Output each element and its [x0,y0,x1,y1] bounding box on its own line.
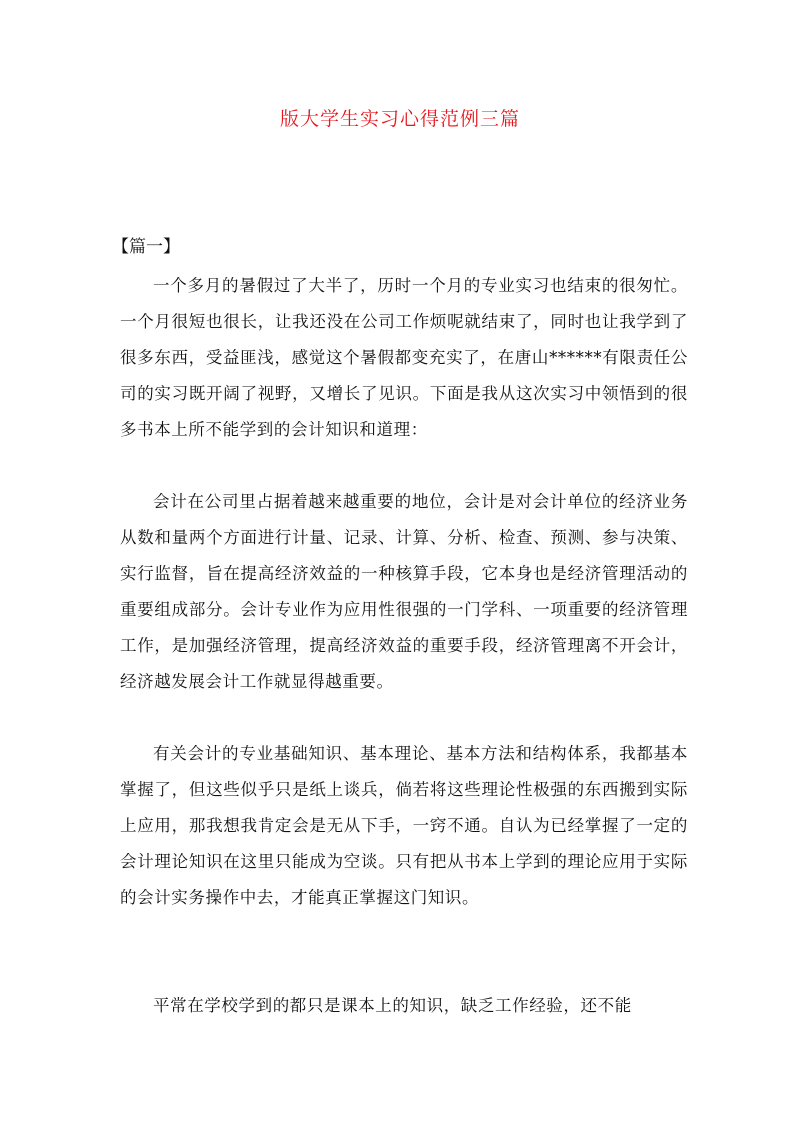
paragraph-1: 一个多月的暑假过了大半了，历时一个月的专业实习也结束的很匆忙。一个月很短也很长，让我还没在公司工作烦呢就结束了，同时也让我学到了很多东西，受益匪浅，感觉这个暑假都变充实了，在唐山******有限责任公司的实习既开阔了视野，又增长了见识。下面是我从这次实习中领悟到的很多书本上所不能学到的会计知识和道理： [120,276,688,439]
paragraph-2: 会计在公司里占据着越来越重要的地位，会计是对会计单位的经济业务从数和量两个方面进行计量、记录、计算、分析、检查、预测、参与决策、实行监督，旨在提高经济效益的一种核算手段，它本身也是经济管理活动的重要组成部分。会计专业作为应用性很强的一门学科、一项重要的经济管理工作，是加强经济管理，提高经济效益的重要手段，经济管理离不开会计，经济越发展会计工作就显得越重要。 [120,492,688,691]
paragraph-4: 平常在学校学到的都只是课本上的知识，缺乏工作经验，还不能 [153,996,632,1015]
section-heading: 【篇一】 [112,237,180,257]
paragraph-3: 有关会计的专业基础知识、基本理论、基本方法和结构体系，我都基本掌握了，但这些似乎只是纸上谈兵，倘若将这些理论性极强的东西搬到实际上应用，那我想我肯定会是无从下手，一窍不通。自认为已经掌握了一定的会计理论知识在这里只能成为空谈。只有把从书本上学到的理论应用于实际的会计实务操作中去，才能真正掌握这门知识。 [120,744,688,907]
document-title: 版大学生实习心得范例三篇 [279,108,520,130]
